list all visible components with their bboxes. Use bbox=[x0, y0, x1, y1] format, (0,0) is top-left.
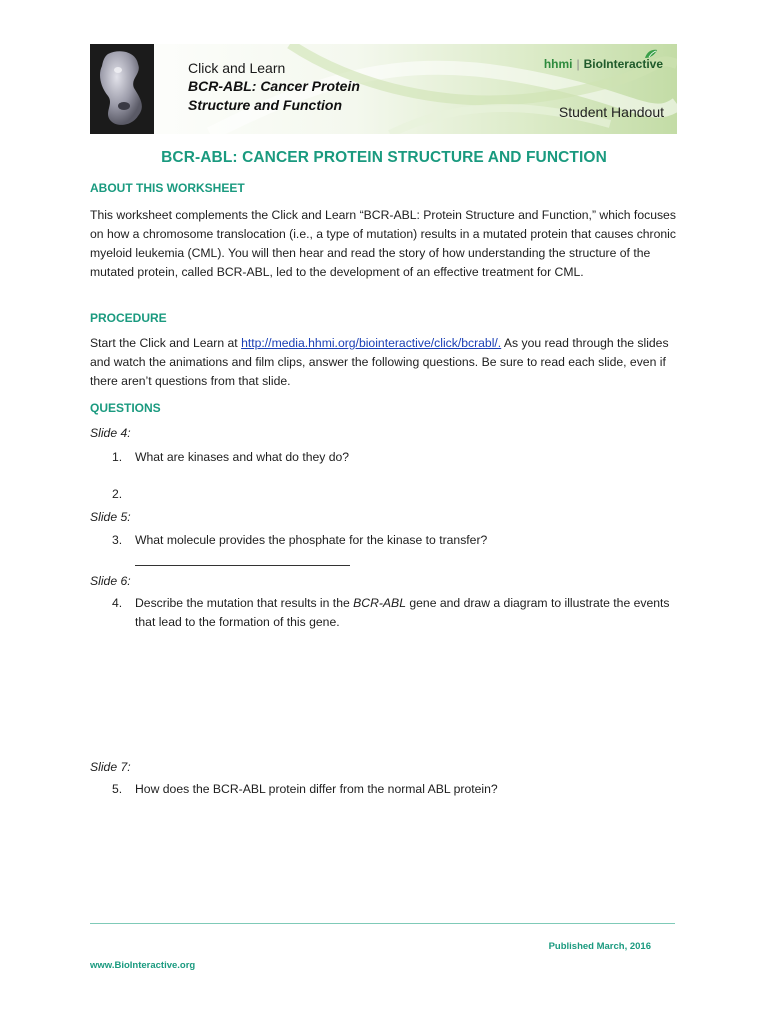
about-heading: ABOUT THIS WORKSHEET bbox=[90, 181, 245, 195]
procedure-paragraph bbox=[90, 334, 685, 391]
banner-text bbox=[188, 59, 360, 115]
slide-5-label: Slide 5: bbox=[90, 510, 131, 524]
question-4-gene-name: BCR-ABL bbox=[353, 596, 406, 610]
slide-7-label: Slide 7: bbox=[90, 760, 131, 774]
banner-title-line2: Structure and Function bbox=[188, 97, 342, 113]
protein-blob-icon bbox=[90, 44, 154, 134]
question-1-text: What are kinases and what do they do? bbox=[135, 450, 350, 464]
brand-biointeractive: BioInteractive bbox=[583, 57, 663, 71]
banner-title-line1: BCR-ABL: Cancer Protein bbox=[188, 78, 360, 94]
question-4-text bbox=[135, 594, 680, 632]
question-5-number: 5. bbox=[112, 782, 123, 796]
procedure-text-before: Start the Click and Learn at bbox=[90, 336, 242, 350]
question-2-number: 2. bbox=[112, 487, 123, 501]
questions-heading: QUESTIONS bbox=[90, 401, 161, 415]
handout-label: Student Handout bbox=[558, 104, 664, 120]
question-4-text-before: Describe the mutation that results in the bbox=[135, 596, 354, 610]
slide-4-label: Slide 4: bbox=[90, 426, 131, 440]
question-3-text: What molecule provides the phosphate for the kinase to transfer? bbox=[135, 533, 488, 547]
click-and-learn-link[interactable]: http://media.hhmi.org/biointeractive/click/bcrabl/. bbox=[241, 336, 502, 350]
document-title: BCR-ABL: CANCER PROTEIN STRUCTURE AND FUNCTION bbox=[161, 149, 607, 166]
brand-hhmi: hhmi bbox=[543, 57, 573, 71]
about-paragraph: This worksheet complements the Click and Learn “BCR-ABL: Protein Structure and Function,” which focuses on how a chromosome translocation (i.e., a type of mutation) results in a mutated protein that causes chronic myeloid leukemia (CML). You will then hear and read the story of how understanding the structure of the mutated protein, called BCR-ABL, led to the development of an effective treatment for CML. bbox=[90, 208, 676, 279]
protein-structure-image bbox=[90, 44, 154, 134]
published-date: Published March, 2016 bbox=[548, 941, 651, 952]
header-banner bbox=[90, 44, 677, 134]
banner-kicker: Click and Learn bbox=[188, 60, 286, 76]
brand-separator: | bbox=[576, 57, 580, 71]
question-4-text-after: gene and draw a diagram to illustrate the events that lead to the formation of this gene. bbox=[135, 596, 670, 629]
procedure-heading: PROCEDURE bbox=[90, 311, 167, 325]
question-3-number: 3. bbox=[112, 533, 123, 547]
slide-6-label: Slide 6: bbox=[90, 574, 131, 588]
brand-logo bbox=[544, 57, 663, 71]
footer-divider bbox=[90, 923, 675, 924]
procedure-text-after: As you read through the slides and watch the animations and film clips, answer the following questions. Be sure to read each slide, even if there aren’t questions from that slide. bbox=[90, 336, 669, 388]
answer-line bbox=[135, 565, 350, 566]
question-5-text: How does the BCR-ABL protein differ from the normal ABL protein? bbox=[135, 782, 498, 796]
question-4-number: 4. bbox=[112, 596, 123, 610]
question-1-number: 1. bbox=[112, 450, 123, 464]
footer-website: www.BioInteractive.org bbox=[90, 960, 196, 971]
